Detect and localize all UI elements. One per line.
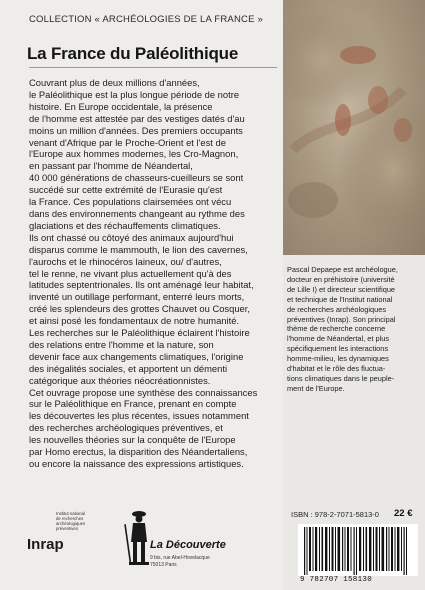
barcode-number: 9 782707 158130 [300,576,373,584]
collection-name: COLLECTION « ARCHÉOLOGIES DE LA FRANCE » [29,14,263,25]
title-divider [29,67,277,68]
book-description [29,77,281,470]
barcode-image [298,524,418,576]
author-bio-text: Pascal Depaepe est archéologue, docteur en préhistoire (université de Lille I) et directeur scientifique et technique de l'Institut national de recherches archéologiques préventives (Inrap). Son principal thème de recherche concerne l'homme de Néandertal, et plus spécifiquement les interactions homme-milieu, les dynamiques d'habitat et le rôle des fluctua- tions climatiques dans le peuple- ment de l'Europe. [287,265,398,393]
inrap-fullname: Institut national de recherches archéologiques préventives [56,511,86,531]
barcode [298,524,418,576]
la-decouverte-address: 9 bis, rue Abel-Hovelacque 75013 Paris [150,555,210,568]
isbn: ISBN : 978-2-7071-5813-0 [291,510,379,519]
cave-painting-image [283,0,425,255]
price: 22 € [394,508,413,519]
author-bio [287,265,419,394]
la-decouverte-name: La Découverte [150,539,226,551]
description-text: Couvrant plus de deux millions d'années, le Paléolithique est la plus longue période de notre histoire. En Europe occidentale, la présence de l'homme est attestée par des vestiges datés d'au moins un million d'années. Des premiers occupants venant d'Afrique par le Proche-Orient et l'est de l'Europe aux hommes modernes, les Cro-Magnon, en passant par l'homme de Néandertal, 40 000 générations de chasseurs-cueilleurs se sont succédé sur cette extrémité de l'Eurasie qu'est la France. Ces populations clairsemées ont vécu dans des environnements changeant au rythme des glaciations et des réchauffements climatiques. Ils ont chassé ou côtoyé des animaux aujourd'hui disparus comme le mammouth, le lion des cavernes, l'aurochs et le rhinocéros laineux, ou/ d'autres, tel le renne, ne vivant plus actuellement qu'à des latitudes septentrionales. Ils ont aménagé leur habitat, inventé un outillage performant, enterré leurs morts, créé les splendeurs des grottes Chauvet ou Cosquer, et ainsi posé les fondamentaux de notre humanité. Les recherches sur le Paléolithique éclairent l'histoire des relations entre l'homme et la nature, son devenir face aux changements climatiques, l'origine des inégalités sociales, et apportent un démenti catégorique aux théories néocréationnistes. Cet ouvrage propose une synthèse des connaissances sur le Paléolithique en France, prenant en compte les découvertes les plus récentes, issues notamment des recherches archéologiques préventives, et les nouvelles théories sur la conquête de l'Europe par Homo erectus, la disparition des Néandertaliens, ou encore la naissance des expressions artistiques. [29,77,258,469]
inrap-logo: Inrap [27,536,64,553]
cave-painting-photo [283,0,425,255]
book-title: La France du Paléolithique [27,44,239,63]
